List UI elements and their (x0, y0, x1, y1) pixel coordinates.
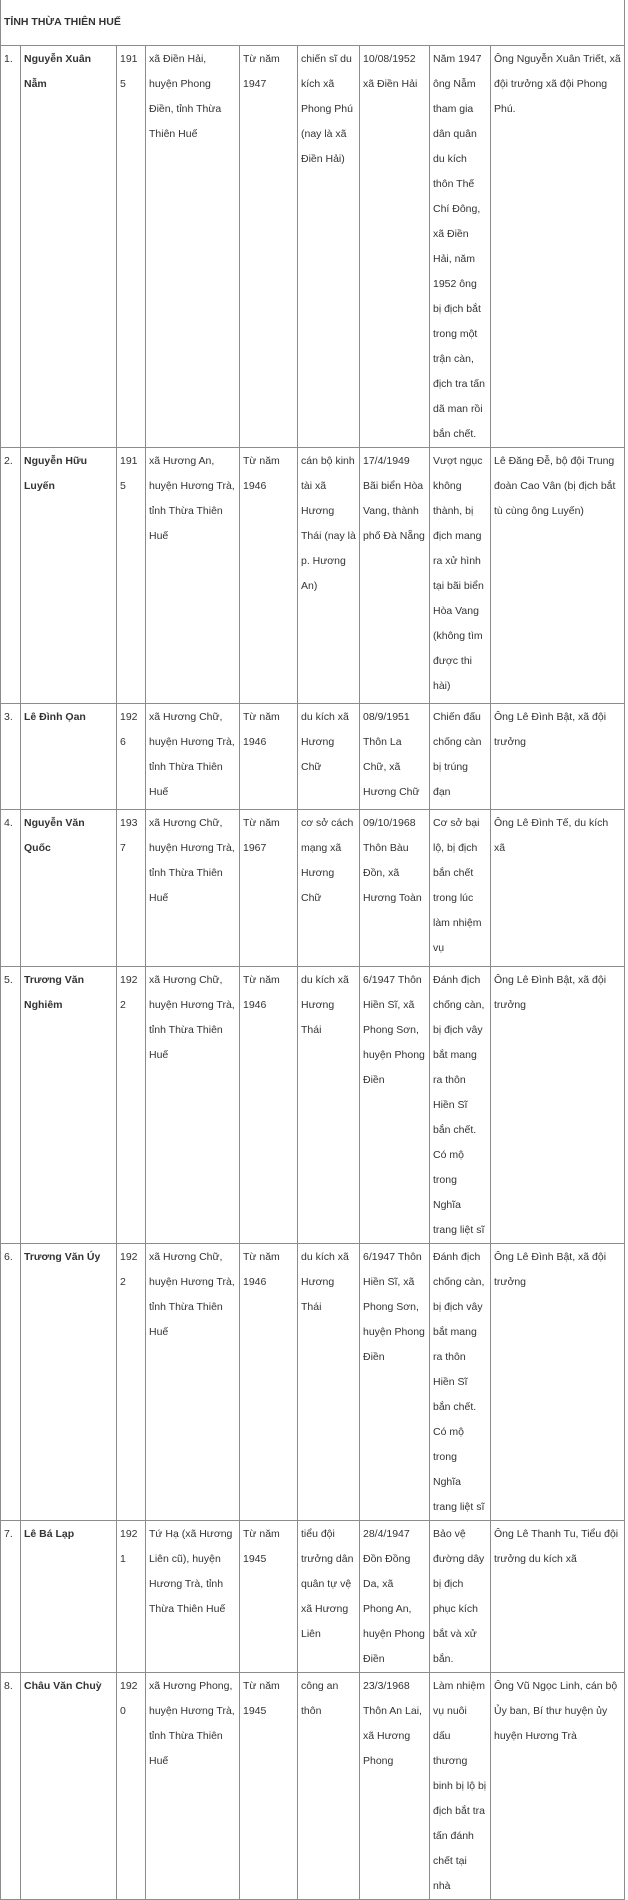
position: chiến sĩ du kích xã Phong Phú (nay là xã Điền Hải) (298, 46, 360, 448)
row-number: 4. (1, 810, 21, 967)
hometown: xã Hương Chữ, huyện Hương Trà, tỉnh Thừa Thiên Huế (146, 704, 240, 810)
birth-year: 1921 (117, 1521, 146, 1673)
birth-year: 1915 (117, 448, 146, 704)
joined-since: Từ năm 1947 (240, 46, 298, 448)
circumstance: Vượt ngục không thành, bị địch mang ra xử hình tại bãi biển Hòa Vang (không tìm được thi hài) (430, 448, 491, 704)
birth-year: 1926 (117, 704, 146, 810)
birth-year: 1937 (117, 810, 146, 967)
death-date-place: 23/3/1968 Thôn An Lai, xã Hương Phong (360, 1673, 430, 1900)
circumstance: Đánh địch chống càn, bị địch vây bắt mang ra thôn Hiền Sĩ bắn chết. Có mộ trong Nghĩa trang liệt sĩ (430, 1244, 491, 1521)
person-name: Nguyễn Hữu Luyến (21, 448, 117, 704)
row-number: 7. (1, 1521, 21, 1673)
witness: Ông Lê Đình Tế, du kích xã (491, 810, 625, 967)
joined-since: Từ năm 1946 (240, 704, 298, 810)
hometown: xã Hương Chữ, huyện Hương Trà, tỉnh Thừa Thiên Huế (146, 967, 240, 1244)
table-row (1, 1521, 625, 1673)
joined-since: Từ năm 1946 (240, 967, 298, 1244)
joined-since: Từ năm 1967 (240, 810, 298, 967)
birth-year: 1920 (117, 1673, 146, 1900)
position: du kích xã Hương Thái (298, 1244, 360, 1521)
hometown: xã Điền Hải, huyện Phong Điền, tỉnh Thừa Thiên Huế (146, 46, 240, 448)
position: công an thôn (298, 1673, 360, 1900)
table-row (1, 46, 625, 448)
row-number: 6. (1, 1244, 21, 1521)
row-number: 3. (1, 704, 21, 810)
section-row (1, 0, 625, 46)
death-date-place: 6/1947 Thôn Hiền Sĩ, xã Phong Sơn, huyện Phong Điền (360, 967, 430, 1244)
table-row (1, 967, 625, 1244)
hometown: xã Hương Phong, huyện Hương Trà, tỉnh Thừa Thiên Huế (146, 1673, 240, 1900)
hometown: xã Hương An, huyện Hương Trà, tỉnh Thừa Thiên Huế (146, 448, 240, 704)
death-date-place: 6/1947 Thôn Hiền Sĩ, xã Phong Sơn, huyện Phong Điền (360, 1244, 430, 1521)
row-number: 2. (1, 448, 21, 704)
row-number: 5. (1, 967, 21, 1244)
joined-since: Từ năm 1945 (240, 1521, 298, 1673)
joined-since: Từ năm 1946 (240, 1244, 298, 1521)
person-name: Lê Đình Ọan (21, 704, 117, 810)
hometown: xã Hương Chữ, huyện Hương Trà, tỉnh Thừa Thiên Huế (146, 810, 240, 967)
witness: Lê Đăng Đễ, bộ đội Trung đoàn Cao Vân (bị địch bắt tù cùng ông Luyến) (491, 448, 625, 704)
joined-since: Từ năm 1946 (240, 448, 298, 704)
death-date-place: 08/9/1951 Thôn La Chữ, xã Hương Chữ (360, 704, 430, 810)
table-row (1, 448, 625, 704)
person-name: Nguyễn Xuân Nẫm (21, 46, 117, 448)
circumstance: Làm nhiệm vụ nuôi dấu thương binh bị lộ bị địch bắt tra tấn đánh chết tại nhà (430, 1673, 491, 1900)
witness: Ông Lê Đình Bật, xã đội trưởng (491, 704, 625, 810)
hometown: Tứ Hạ (xã Hương Liên cũ), huyện Hương Trà, tỉnh Thừa Thiên Huế (146, 1521, 240, 1673)
table-row (1, 810, 625, 967)
position: cán bộ kinh tài xã Hương Thái (nay là p. Hương An) (298, 448, 360, 704)
table-row (1, 1673, 625, 1900)
death-date-place: 09/10/1968 Thôn Bàu Đồn, xã Hương Toàn (360, 810, 430, 967)
table-row (1, 1244, 625, 1521)
death-date-place: 10/08/1952 xã Điền Hải (360, 46, 430, 448)
position: cơ sở cách mạng xã Hương Chữ (298, 810, 360, 967)
row-number: 8. (1, 1673, 21, 1900)
hometown: xã Hương Chữ, huyện Hương Trà, tỉnh Thừa Thiên Huế (146, 1244, 240, 1521)
person-name: Nguyễn Văn Quốc (21, 810, 117, 967)
witness: Ông Lê Đình Bật, xã đội trưởng (491, 967, 625, 1244)
circumstance: Năm 1947 ông Nẫm tham gia dân quân du kích thôn Thế Chí Đông, xã Điền Hải, năm 1952 ông bị địch bắt trong một trận càn, địch tra tấn dã man rồi bắn chết. (430, 46, 491, 448)
birth-year: 1922 (117, 1244, 146, 1521)
joined-since: Từ năm 1945 (240, 1673, 298, 1900)
table-row (1, 704, 625, 810)
position: du kích xã Hương Chữ (298, 704, 360, 810)
witness: Ông Nguyễn Xuân Triết, xã đội trưởng xã đội Phong Phú. (491, 46, 625, 448)
birth-year: 1915 (117, 46, 146, 448)
position: tiểu đội trưởng dân quân tự vệ xã Hương Liên (298, 1521, 360, 1673)
circumstance: Đánh địch chống càn, bị địch vây bắt mang ra thôn Hiền Sĩ bắn chết. Có mộ trong Nghĩa trang liệt sĩ (430, 967, 491, 1244)
row-number: 1. (1, 46, 21, 448)
table-body (1, 0, 625, 1900)
circumstance: Bảo vệ đường dây bị địch phục kích bắt và xử bắn. (430, 1521, 491, 1673)
birth-year: 1922 (117, 967, 146, 1244)
death-date-place: 17/4/1949 Bãi biển Hòa Vang, thành phố Đà Nẵng (360, 448, 430, 704)
person-name: Châu Văn Chuỳ (21, 1673, 117, 1900)
section-title: TỈNH THỪA THIÊN HUẾ (1, 0, 625, 46)
circumstance: Chiến đấu chống càn bị trúng đạn (430, 704, 491, 810)
witness: Ông Lê Thanh Tu, Tiểu đội trưởng du kích xã (491, 1521, 625, 1673)
person-name: Trương Văn Nghiêm (21, 967, 117, 1244)
person-name: Lê Bá Lạp (21, 1521, 117, 1673)
witness: Ông Vũ Ngọc Linh, cán bộ Ủy ban, Bí thư huyện ủy huyện Hương Trà (491, 1673, 625, 1900)
position: du kích xã Hương Thái (298, 967, 360, 1244)
witness: Ông Lê Đình Bật, xã đội trưởng (491, 1244, 625, 1521)
death-date-place: 28/4/1947 Đồn Đồng Da, xã Phong An, huyện Phong Điền (360, 1521, 430, 1673)
person-name: Trương Văn Úy (21, 1244, 117, 1521)
circumstance: Cơ sở bại lộ, bị địch bắn chết trong lúc làm nhiệm vụ (430, 810, 491, 967)
